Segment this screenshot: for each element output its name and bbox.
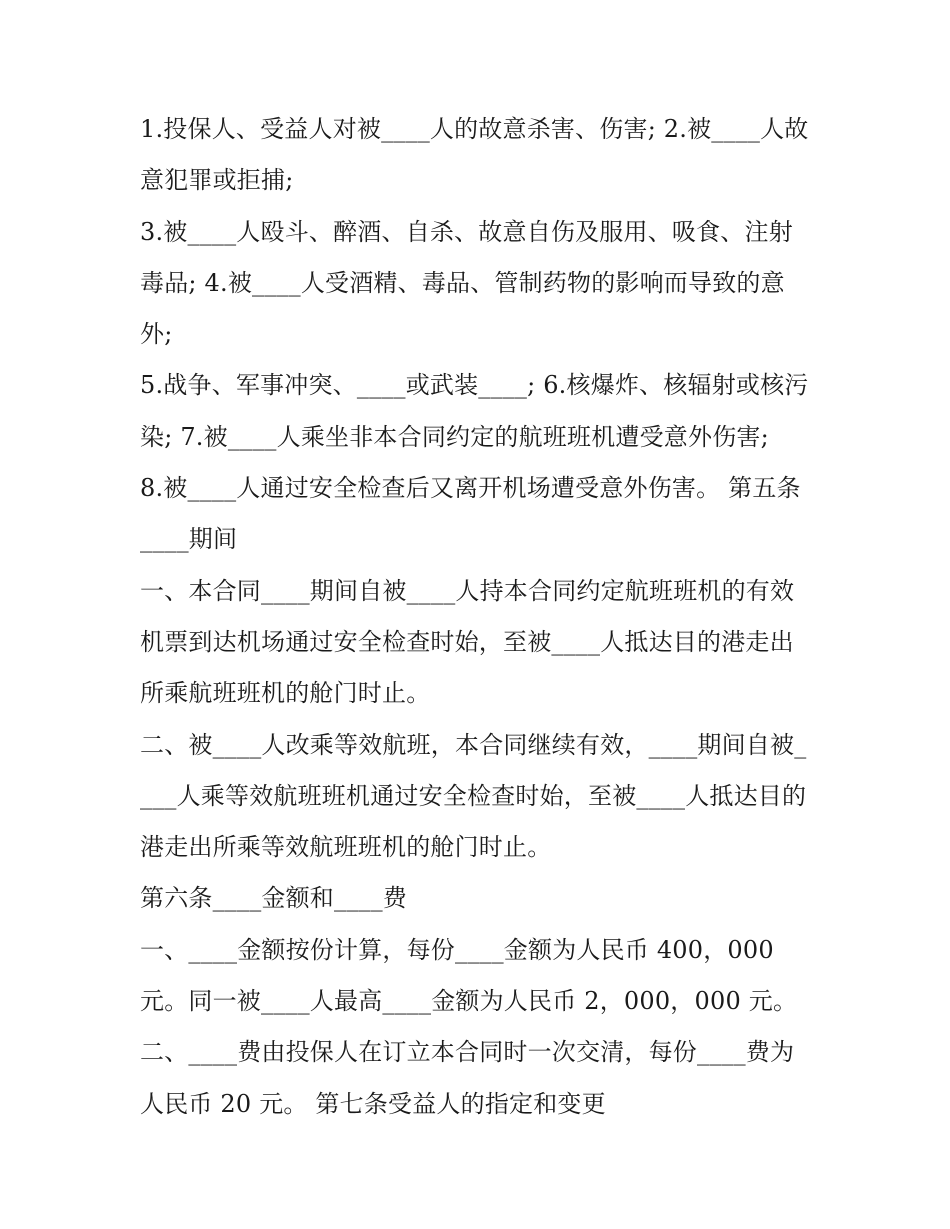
document-body [140,104,812,1130]
paragraph-exclusions-5-7: 5.战争、军事冲突、____或武装____; 6.核爆炸、核辐射或核污染; 7.被____人乘坐非本合同约定的航班班机遭受意外伤害; [140,371,809,451]
paragraph-exclusions-1-2: 1.投保人、受益人对被____人的故意杀害、伤害; 2.被____人故意犯罪或拒捕; [140,115,809,195]
paragraph-amount-clause-1: 一、____金额按份计算，每份____金额为人民币 400，000 元。同一被____人最高____金额为人民币 2，000，000 元。 [140,935,798,1016]
paragraph-exclusions-3-4: 3.被____人殴斗、醉酒、自杀、故意自伤及服用、吸食、注射毒品; 4.被____人受酒精、毒品、管制药物的影响而导致的意外; [140,217,793,349]
article-6-heading: 第六条____金额和____费 [140,884,407,913]
paragraph-exclusion-8-article-5: 8.被____人通过安全检查后又离开机场遭受意外伤害。 第五条____期间 [140,474,801,554]
paragraph-premium-clause-2: 二、____费由投保人在订立本合同时一次交清，每份____费为人民币 20 元。 第七条受益人的指定和变更 [140,1038,795,1118]
paragraph-period-clause-1: 一、本合同____期间自被____人持本合同约定航班班机的有效机票到达机场通过安全检查时始，至被____人抵达目的港走出所乘航班班机的舱门时止。 [140,576,795,708]
paragraph-period-clause-2: 二、被____人改乘等效航班，本合同继续有效，____期间自被____人乘等效航班班机通过安全检查时始，至被____人抵达目的港走出所乘等效航班班机的舱门时止。 [140,730,807,862]
